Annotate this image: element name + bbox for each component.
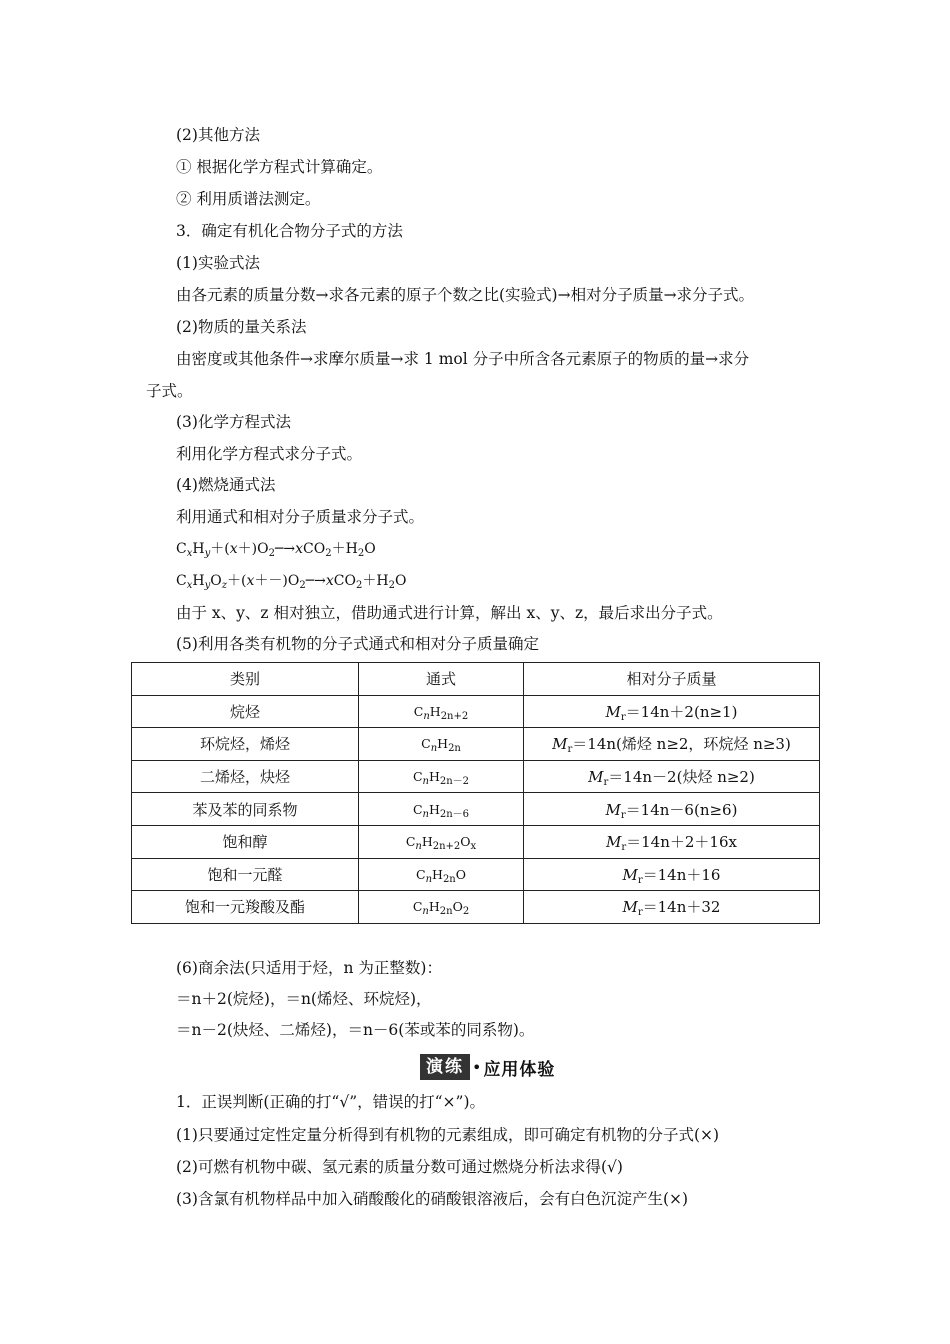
table-row <box>132 891 820 924</box>
table-row <box>132 695 820 728</box>
cell-mass: $M_r=14n-6(n\ge 6)$ <box>524 793 820 826</box>
question-item-2: (2)可燃有机物中碳、氢元素的质量分数可通过燃烧分析法求得(√) <box>176 1158 623 1176</box>
table-row <box>132 858 820 891</box>
table-row <box>132 825 820 858</box>
header-formula: 通式 <box>359 663 524 696</box>
cell-category: 饱和一元醛 <box>132 858 359 891</box>
cell-mass: $M_r=14n+32$ <box>524 891 820 924</box>
equation-oxygenated: $C_xH_yO_z+(x+-)O_2─\to xCO_2+H_2O$ <box>176 573 407 591</box>
cell-category: 苯及苯的同系物 <box>132 793 359 826</box>
subheading-1: (1)实验式法 <box>176 254 260 272</box>
formula-table <box>131 662 820 924</box>
cell-category: 饱和醇 <box>132 825 359 858</box>
subheading-3: (3)化学方程式法 <box>176 413 291 431</box>
cell-category: 二烯烃，炔烃 <box>132 760 359 793</box>
banner-title: 应用体验 <box>483 1059 556 1080</box>
table-row <box>132 760 820 793</box>
subheading-6: (6)商余法(只适用于烃，n 为正整数)： <box>176 959 442 977</box>
cell-formula: $C_nH_{2n}O_2$ <box>359 891 524 924</box>
cell-mass: $M_r=14n+2(n\ge 1)$ <box>524 695 820 728</box>
section-heading-3: 3．确定有机化合物分子式的方法 <box>176 222 403 240</box>
paragraph-equation: 利用化学方程式求分子式。 <box>176 445 363 463</box>
table-header-row <box>132 663 820 696</box>
method-item-1: ① 根据化学方程式计算确定。 <box>176 158 383 176</box>
cell-category: 饱和一元羧酸及酯 <box>132 891 359 924</box>
cell-mass: $M_r=14n+2+16x$ <box>524 825 820 858</box>
paragraph-molar: 由密度或其他条件→求摩尔质量→求 1 mol 分子中所含各元素原子的物质的量→求分 <box>176 350 750 368</box>
cell-formula: $C_nH_{2n+2}$ <box>359 695 524 728</box>
quotient-line-1: ＝n＋2(烷烃)，＝n(烯烃、环烷烃)， <box>176 990 432 1008</box>
quotient-line-2: ＝n－2(炔烃、二烯烃)，＝n－6(苯或苯的同系物)。 <box>176 1021 535 1039</box>
question-item-1: (1)只要通过定性定量分析得到有机物的元素组成，即可确定有机物的分子式(×) <box>176 1126 720 1144</box>
cell-mass: $M_r=14n+16$ <box>524 858 820 891</box>
heading-other-methods: (2)其他方法 <box>176 126 260 144</box>
cell-category: 烷烃 <box>132 695 359 728</box>
paragraph-combustion: 利用通式和相对分子质量求分子式。 <box>176 508 425 526</box>
cell-formula: $C_nH_{2n+2}O_x$ <box>359 825 524 858</box>
question-item-3: (3)含氯有机物样品中加入硝酸酸化的硝酸银溶液后，会有白色沉淀产生(×) <box>176 1190 689 1208</box>
equation-hydrocarbon: $C_xH_y+(x+)O_2─\to xCO_2+H_2O$ <box>176 541 376 559</box>
header-category: 类别 <box>132 663 359 696</box>
paragraph-independent: 由于 x、y、z 相对独立，借助通式进行计算，解出 x、y、z，最后求出分子式。 <box>176 604 723 622</box>
header-mass: 相对分子质量 <box>524 663 820 696</box>
cell-mass: $M_r=14n-2$(炔烃 n≥2) <box>524 760 820 793</box>
cell-category: 环烷烃，烯烃 <box>132 728 359 761</box>
practice-banner <box>420 1053 555 1081</box>
banner-dot: • <box>472 1057 482 1077</box>
table-row <box>132 793 820 826</box>
cell-mass: $M_r=14n$(烯烃 n≥2，环烷烃 n≥3) <box>524 728 820 761</box>
subheading-2: (2)物质的量关系法 <box>176 318 307 336</box>
subheading-5: (5)利用各类有机物的分子式通式和相对分子质量确定 <box>176 635 539 653</box>
cell-formula: $C_nH_{2n}$ <box>359 728 524 761</box>
table-row <box>132 728 820 761</box>
paragraph-molar-cont: 子式。 <box>146 382 193 400</box>
question-heading: 1．正误判断(正确的打“√”，错误的打“×”)。 <box>176 1093 486 1111</box>
method-item-2: ② 利用质谱法测定。 <box>176 190 321 208</box>
subheading-4: (4)燃烧通式法 <box>176 476 276 494</box>
cell-formula: $C_nH_{2n}O$ <box>359 858 524 891</box>
cell-formula: $C_nH_{2n-2}$ <box>359 760 524 793</box>
cell-formula: $C_nH_{2n-6}$ <box>359 793 524 826</box>
paragraph-empirical: 由各元素的质量分数→求各元素的原子个数之比(实验式)→相对分子质量→求分子式。 <box>176 286 755 304</box>
banner-label: 演练 <box>420 1054 470 1080</box>
